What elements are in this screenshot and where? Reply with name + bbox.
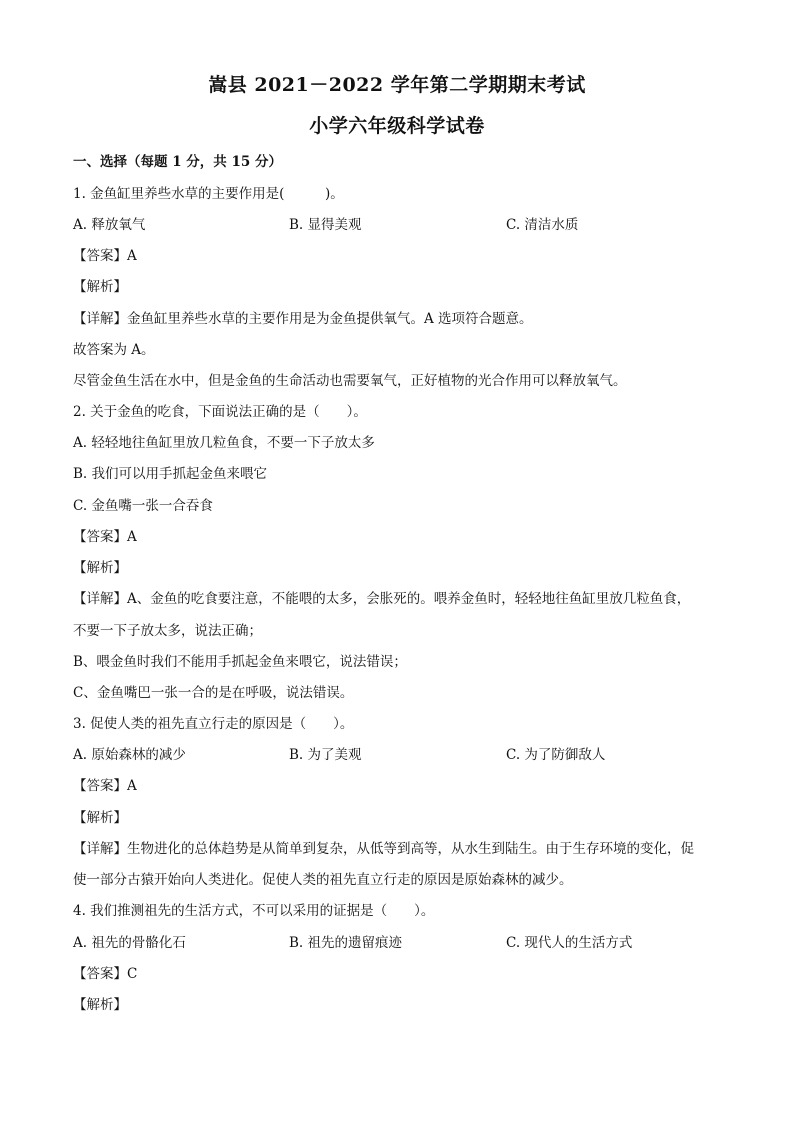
q2-detail: 【详解】A、金鱼的吃食要注意，不能喂的太多，会胀死的。喂养金鱼时，轻轻地往鱼缸里放几粒鱼食， — [73, 591, 691, 607]
q1-detail: 【详解】金鱼缸里养些水草的主要作用是为金鱼提供氧气。A 选项符合题意。 — [73, 311, 533, 327]
question-4: 4. 我们推测祖先的生活方式，不可以采用的证据是（ ）。 — [73, 903, 435, 919]
question-2: 2. 关于金鱼的吃食，下面说法正确的是（ ）。 — [73, 404, 367, 420]
q2-detail-line3: B、喂金鱼时我们不能用手抓起金鱼来喂它，说法错误； — [73, 654, 407, 670]
q4-answer: 【答案】C — [73, 966, 138, 982]
q2-detail-line2: 不要一下子放太多，说法正确； — [73, 623, 262, 639]
q1-option-a: A. 释放氧气 — [73, 217, 146, 233]
q4-option-b: B. 祖先的遗留痕迹 — [289, 935, 403, 951]
q1-option-b: B. 显得美观 — [289, 217, 362, 233]
exam-title: 嵩县 2021－2022 学年第二学期期末考试 — [208, 74, 586, 96]
q2-option-c: C. 金鱼嘴一张一合吞食 — [73, 498, 213, 514]
section-heading: 一、选择（每题 1 分，共 15 分） — [73, 154, 282, 170]
q3-option-b: B. 为了美观 — [289, 747, 362, 763]
q2-option-a: A. 轻轻地往鱼缸里放几粒鱼食，不要一下子放太多 — [73, 435, 375, 451]
q4-option-a: A. 祖先的骨骼化石 — [73, 935, 186, 951]
q4-option-c: C. 现代人的生活方式 — [506, 935, 633, 951]
q2-answer: 【答案】A — [73, 529, 137, 545]
question-3: 3. 促使人类的祖先直立行走的原因是（ ）。 — [73, 716, 354, 732]
q4-analysis-label: 【解析】 — [73, 997, 127, 1013]
q3-answer: 【答案】A — [73, 778, 137, 794]
q3-option-c: C. 为了防御敌人 — [506, 747, 606, 763]
exam-subtitle: 小学六年级科学试卷 — [309, 115, 485, 137]
q3-detail-line2: 使一部分古猿开始向人类进化。促使人类的祖先直立行走的原因是原始森林的减少。 — [73, 872, 573, 888]
q2-detail-line4: C、金鱼嘴巴一张一合的是在呼吸，说法错误。 — [73, 685, 354, 701]
q3-analysis-label: 【解析】 — [73, 810, 127, 826]
q3-detail: 【详解】生物进化的总体趋势是从简单到复杂，从低等到高等，从水生到陆生。由于生存环境的变化，促 — [73, 841, 694, 857]
q1-detail-line3: 尽管金鱼生活在水中，但是金鱼的生命活动也需要氧气，正好植物的光合作用可以释放氧气。 — [73, 373, 627, 389]
q1-option-c: C. 清洁水质 — [506, 217, 579, 233]
q2-option-b: B. 我们可以用手抓起金鱼来喂它 — [73, 466, 268, 482]
question-1: 1. 金鱼缸里养些水草的主要作用是( )。 — [73, 186, 344, 202]
q1-answer: 【答案】A — [73, 248, 137, 264]
q3-option-a: A. 原始森林的减少 — [73, 747, 186, 763]
q2-analysis-label: 【解析】 — [73, 560, 127, 576]
q1-detail-line2: 故答案为 A。 — [73, 342, 155, 358]
q1-analysis-label: 【解析】 — [73, 279, 127, 295]
